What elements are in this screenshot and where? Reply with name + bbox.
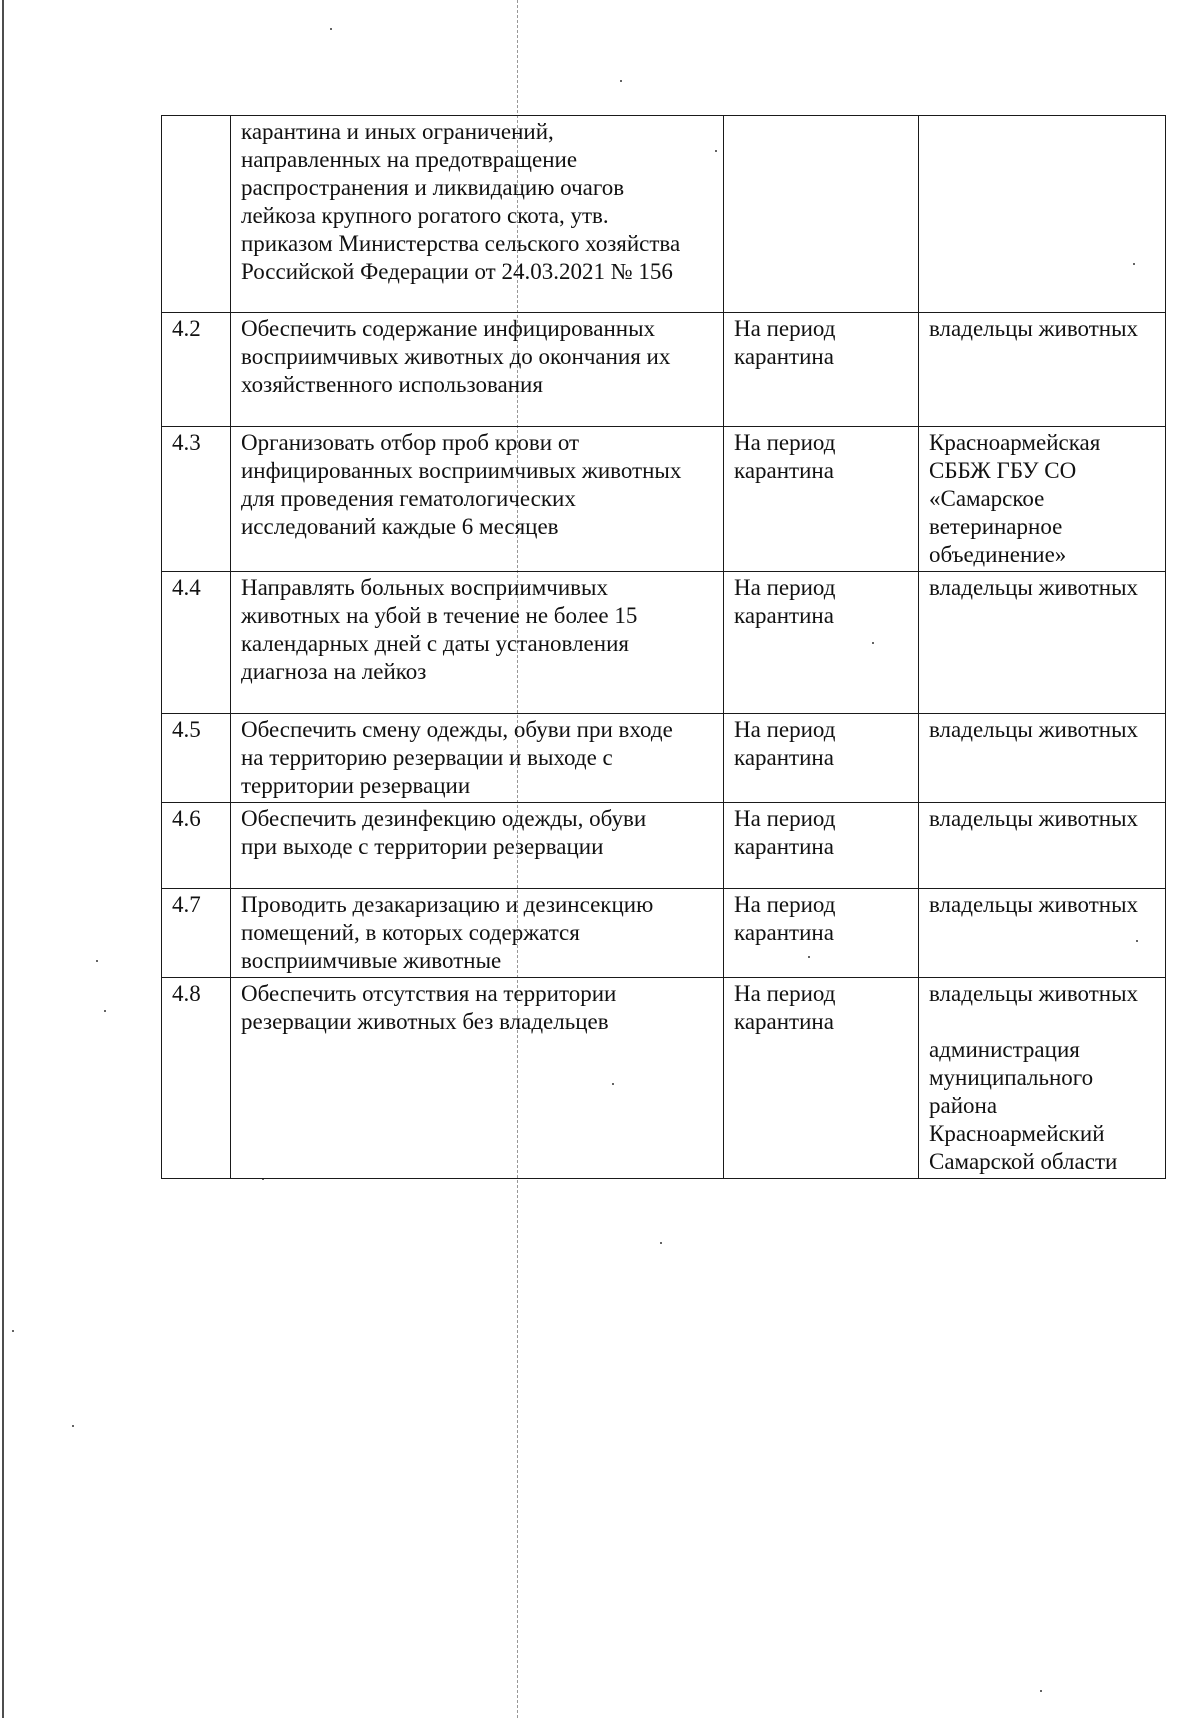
table-row — [162, 714, 1166, 803]
responsible-text: владельцы животных — [919, 714, 1166, 803]
period-text — [724, 116, 919, 313]
measure-text: Проводить дезакаризацию и дезинсекцию помещений, в которых содержатся восприимчивые животные — [231, 889, 724, 978]
scan-speck — [104, 1010, 106, 1012]
table-row — [162, 313, 1166, 427]
responsible-text: владельцы животных — [919, 803, 1166, 889]
scan-speck — [12, 1330, 14, 1332]
row-number: 4.8 — [162, 978, 231, 1179]
table-row — [162, 427, 1166, 572]
measure-text: Направлять больных восприимчивых животных на убой в течение не более 15 календарных дней с даты установления диагноза на лейкоз — [231, 572, 724, 714]
responsible-text: владельцы животных — [919, 889, 1166, 978]
table-row — [162, 978, 1166, 1179]
table-row — [162, 803, 1166, 889]
responsible-text: владельцы животных администрация муниципального района Красноармейский Самарской области — [919, 978, 1166, 1179]
scan-speck — [72, 1425, 74, 1427]
measure-text: Обеспечить смену одежды, обуви при входе на территорию резервации и выходе с территории резервации — [231, 714, 724, 803]
table-row — [162, 116, 1166, 313]
measures-table — [161, 115, 1166, 1179]
row-number: 4.2 — [162, 313, 231, 427]
scan-speck — [1040, 1690, 1042, 1692]
scan-speck — [660, 1242, 662, 1244]
measure-text: Обеспечить отсутствия на территории резервации животных без владельцев — [231, 978, 724, 1179]
table-row — [162, 889, 1166, 978]
period-text: На период карантина — [724, 313, 919, 427]
period-text: На период карантина — [724, 572, 919, 714]
period-text: На период карантина — [724, 714, 919, 803]
row-number: 4.5 — [162, 714, 231, 803]
period-text: На период карантина — [724, 427, 919, 572]
scan-speck — [620, 80, 622, 82]
measure-text: Организовать отбор проб крови от инфицированных восприимчивых животных для проведения гематологических исследований каждые 6 месяцев — [231, 427, 724, 572]
row-number: 4.6 — [162, 803, 231, 889]
responsible-text: Красноармейская СББЖ ГБУ СО «Самарское ветеринарное объединение» — [919, 427, 1166, 572]
table-row — [162, 572, 1166, 714]
row-number: 4.3 — [162, 427, 231, 572]
responsible-text: владельцы животных — [919, 572, 1166, 714]
measure-text: карантина и иных ограничений, направленных на предотвращение распространения и ликвидацию очагов лейкоза крупного рогатого скота, утв. приказом Министерства сельского хозяйства Российской Федерации от 24.03.2021 № 156 — [231, 116, 724, 313]
period-text: На период карантина — [724, 803, 919, 889]
row-number: 4.4 — [162, 572, 231, 714]
responsible-text: владельцы животных — [919, 313, 1166, 427]
responsible-text — [919, 116, 1166, 313]
scan-speck — [330, 28, 332, 30]
row-number: 4.7 — [162, 889, 231, 978]
measure-text: Обеспечить дезинфекцию одежды, обуви при выходе с территории резервации — [231, 803, 724, 889]
period-text: На период карантина — [724, 889, 919, 978]
measure-text: Обеспечить содержание инфицированных восприимчивых животных до окончания их хозяйственного использования — [231, 313, 724, 427]
period-text: На период карантина — [724, 978, 919, 1179]
row-number — [162, 116, 231, 313]
scan-edge-line — [2, 0, 4, 1718]
scan-speck — [96, 960, 98, 962]
